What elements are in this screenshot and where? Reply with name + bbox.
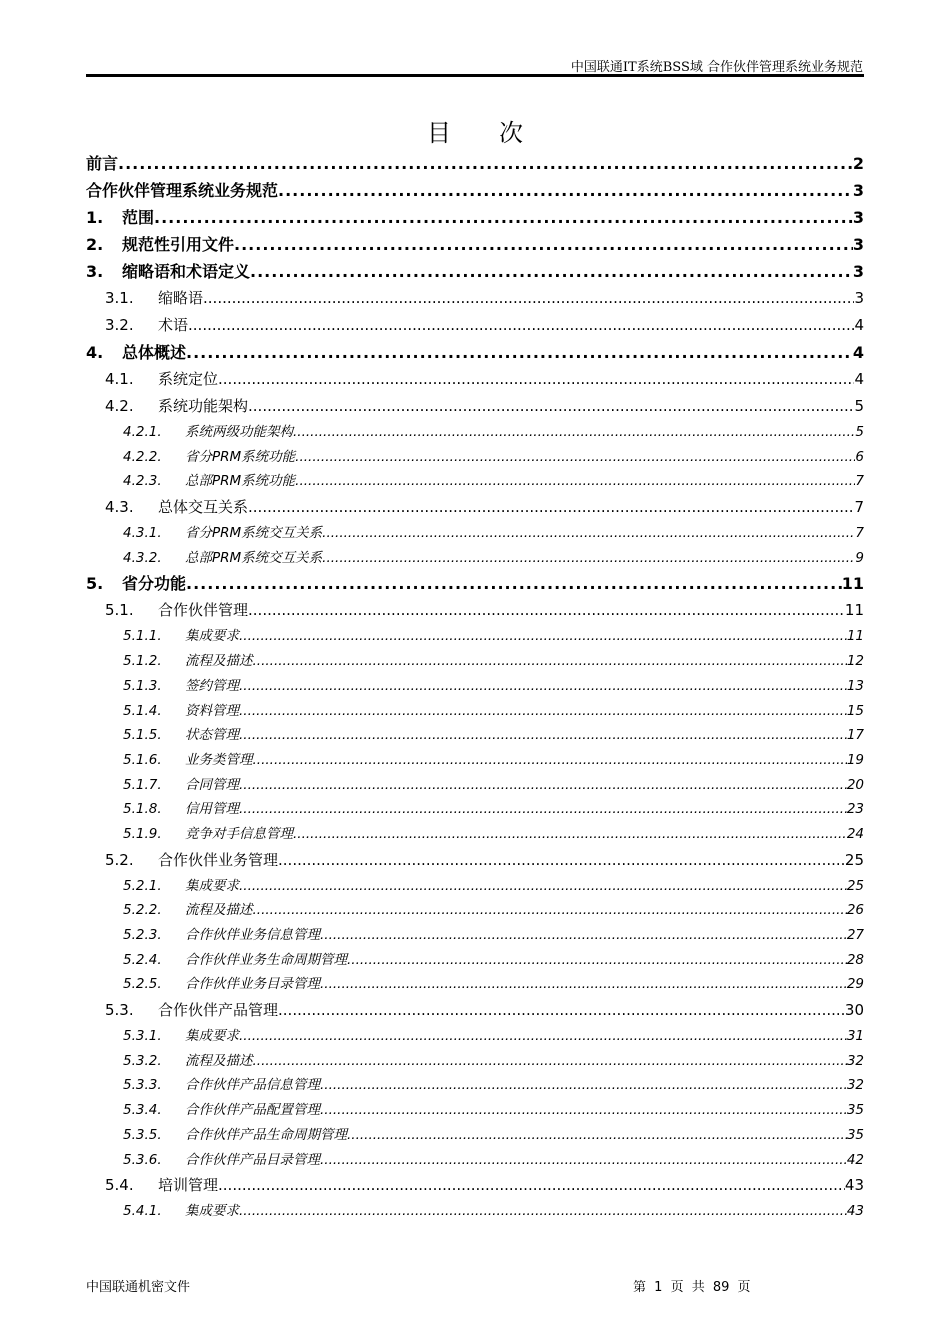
toc-entry[interactable] [86,312,864,339]
toc-entry-label: 省分功能 [122,574,187,594]
toc-entry-label: 合作伙伴业务信息管理 [185,927,320,943]
toc-entry-number: 4.2.2. [123,448,162,465]
toc-entry[interactable] [86,393,864,420]
toc-dot-leader [347,948,847,973]
toc-entry[interactable] [86,445,864,470]
toc-entry-page: 35 [846,1102,864,1119]
toc-dot-leader [248,597,845,624]
toc-entry[interactable] [86,699,864,724]
toc-dot-leader [239,797,847,822]
toc-entry[interactable] [86,773,864,798]
toc-entry[interactable] [86,723,864,748]
toc-entry[interactable] [86,797,864,822]
toc-entry-page: 4 [854,370,864,388]
toc-entry-page: 25 [844,850,864,869]
footer-confidential-label: 中国联通机密文件 [86,1280,191,1295]
toc-entry-page: 17 [846,727,864,744]
toc-entry-number: 4. [86,343,104,362]
toc-entry-number: 5.2.1. [123,877,162,894]
toc-entry[interactable] [86,997,864,1024]
toc-entry-number: 5.1.7. [123,776,162,793]
page-mid: 页 共 [670,1280,705,1295]
toc-entry[interactable] [86,624,864,649]
page-suffix: 页 [737,1280,751,1295]
toc-entry-page: 5 [854,397,864,415]
toc-entry[interactable] [86,649,864,674]
toc-entry-label: 集成要求 [185,628,239,645]
toc-dot-leader [186,339,853,366]
toc-entry[interactable] [86,339,864,366]
toc-entry-number: 5.4.1. [123,1203,162,1220]
toc-entry-page: 32 [846,1077,864,1094]
toc-entry[interactable] [86,469,864,494]
toc-entry-label: 总部PRM系统功能 [185,473,296,490]
toc-dot-leader [295,469,855,494]
toc-entry-label: 合同管理 [185,776,239,793]
toc-entry[interactable] [86,748,864,773]
toc-entry-page: 24 [846,825,864,842]
toc-dot-leader [278,177,853,204]
toc-entry-label: 合作伙伴业务目录管理 [185,976,320,993]
toc-entry-label: 合作伙伴产品信息管理 [185,1077,320,1094]
header-rule [86,74,864,77]
toc-entry-number: 5.3.2. [123,1052,162,1069]
toc-entry-page: 23 [846,801,864,818]
toc-entry-page: 7 [855,473,864,490]
toc-dot-leader [248,393,854,420]
toc-entry-number: 5.2.5. [123,976,162,993]
toc-entry-number: 3.2. [105,316,134,334]
toc-dot-leader [218,1172,845,1199]
toc-entry[interactable] [86,177,864,204]
toc-entry[interactable] [86,822,864,847]
toc-entry-number: 4.2.3. [123,473,162,490]
toc-entry[interactable] [86,1024,864,1049]
toc-title: 目次 [427,119,571,147]
toc-entry-label: 系统功能架构 [158,397,249,415]
toc-dot-leader [154,204,853,231]
toc-entry[interactable] [86,597,864,624]
toc-entry-page: 11 [841,574,864,594]
toc-entry-label: 合作伙伴产品生命周期管理 [185,1126,347,1143]
toc-entry-label: 培训管理 [158,1176,219,1195]
toc-dot-leader [250,258,853,285]
toc-entry-label: 合作伙伴产品配置管理 [185,1102,320,1119]
footer-page-indicator [633,1276,751,1295]
toc-dot-leader [239,699,847,724]
toc-entry-label: 流程及描述 [185,902,253,919]
toc-entry[interactable] [86,420,864,445]
toc-entry-page: 5 [855,424,864,440]
toc-entry-page: 15 [846,702,864,719]
toc-entry-number: 4.3.2. [123,549,162,566]
toc-entry-page: 19 [846,751,864,768]
toc-entry-number: 5.1.8. [123,801,162,818]
toc-entry-page: 12 [846,653,864,670]
toc-entry-number: 5.2.3. [123,927,162,943]
toc-dot-leader [203,285,854,312]
toc-entry[interactable] [86,898,864,923]
toc-entry[interactable] [86,150,864,177]
toc-entry-page: 3 [852,262,864,281]
toc-entry-page: 6 [855,448,864,465]
toc-entry-label: 签约管理 [185,677,239,694]
toc-entry-label: 集成要求 [185,877,239,894]
toc-entry-label: 状态管理 [185,727,239,744]
toc-entry-page: 42 [846,1151,864,1168]
toc-dot-leader [239,674,847,699]
toc-entry[interactable] [86,948,864,973]
toc-entry-label: 集成要求 [185,1028,239,1045]
toc-entry-label: 总体交互关系 [158,498,249,517]
toc-entry-label: 信用管理 [185,801,239,818]
toc-entry[interactable] [86,1073,864,1098]
toc-entry-label: 总部PRM系统交互关系 [185,549,323,566]
page-total: 89 [712,1280,730,1295]
toc-dot-leader [218,366,854,393]
toc-entry[interactable] [86,231,864,258]
toc-entry-page: 13 [846,677,864,694]
toc-entry-page: 28 [846,951,864,968]
toc-entry-label: 系统定位 [158,370,219,388]
toc-dot-leader [320,972,847,997]
toc-entry-label: 合作伙伴管理 [158,601,249,620]
toc-entry-label: 总体概述 [122,343,187,362]
toc-dot-leader [320,1148,847,1173]
toc-entry-page: 2 [852,154,864,173]
toc-dot-leader [293,420,855,445]
toc-dot-leader [118,150,853,177]
toc-entry-number: 1. [86,208,104,227]
toc-entry-label: 省分PRM系统交互关系 [185,525,323,542]
toc-entry[interactable] [86,258,864,285]
toc-entry-number: 4.2. [105,397,134,415]
toc-dot-leader [293,822,847,847]
toc-entry-label: 流程及描述 [185,1052,253,1069]
toc-entry-number: 4.2.1. [123,424,162,440]
toc-entry[interactable] [86,521,864,546]
page-prefix: 第 [633,1280,647,1295]
toc-entry-page: 4 [854,316,864,334]
toc-entry-label: 术语 [158,316,189,334]
toc-dot-leader [239,723,847,748]
toc-entry-page: 3 [852,208,864,227]
toc-dot-leader [320,1073,847,1098]
toc-entry[interactable] [86,1049,864,1074]
toc-entry-number: 3.1. [105,289,134,307]
toc-dot-leader [278,847,845,874]
toc-entry[interactable] [86,366,864,393]
toc-entry-number: 5.3.1. [123,1028,162,1045]
toc-entry-number: 5.3. [105,1001,134,1020]
toc-entry-label: 竞争对手信息管理 [185,825,293,842]
toc-entry-label: 合作伙伴业务管理 [158,850,279,869]
toc-dot-leader [253,649,847,674]
toc-entry-number: 2. [86,235,104,254]
toc-dot-leader [347,1123,847,1148]
toc-dot-leader [322,521,855,546]
toc-entry-label: 缩略语和术语定义 [122,262,251,281]
toc-entry[interactable] [86,546,864,571]
toc-entry-label: 合作伙伴产品管理 [158,1001,279,1020]
toc-dot-leader [239,773,847,798]
toc-dot-leader [295,445,855,470]
toc-entry-number: 5.2.2. [123,902,162,919]
page-current: 1 [654,1280,663,1295]
toc-entry-page: 26 [846,902,864,919]
toc-dot-leader [253,1049,847,1074]
toc-entry-page: 11 [844,601,864,620]
toc-entry-label: 合作伙伴管理系统业务规范 [86,181,279,200]
toc-entry-page: 11 [846,628,864,645]
toc-entry-label: 前言 [86,154,119,173]
toc-entry-number: 5.1.5. [123,727,162,744]
toc-entry-label: 缩略语 [158,289,204,307]
toc-entry-label: 省分PRM系统功能 [185,448,296,465]
toc-entry-page: 43 [844,1176,864,1195]
toc-entry-label: 流程及描述 [185,653,253,670]
toc-entry-number: 4.3. [105,498,134,517]
toc-dot-leader [278,997,845,1024]
toc-entry-page: 7 [855,525,864,542]
toc-entry-label: 合作伙伴产品目录管理 [185,1151,320,1168]
toc-dot-leader [320,923,847,948]
toc-entry-label: 系统两级功能架构 [185,424,293,440]
toc-entry[interactable] [86,204,864,231]
toc-entry-label: 资料管理 [185,702,239,719]
toc-entry-number: 5.3.6. [123,1151,162,1168]
toc-entry-page: 31 [846,1028,864,1045]
toc-entry-label: 集成要求 [185,1203,239,1220]
toc-entry-page: 29 [846,976,864,993]
toc-entry-number: 5.2.4. [123,951,162,968]
toc-dot-leader [188,312,854,339]
toc-dot-leader [322,546,855,571]
toc-entry-number: 5.1.3. [123,677,162,694]
toc-entry-number: 4.1. [105,370,134,388]
toc-entry-page: 27 [846,927,864,943]
toc-entry-number: 5.3.3. [123,1077,162,1094]
toc-entry[interactable] [86,285,864,312]
toc-entry[interactable] [86,1098,864,1123]
toc-entry-page: 35 [846,1126,864,1143]
toc-entry-number: 5.1.6. [123,751,162,768]
toc-entry-page: 43 [846,1203,864,1220]
toc-entry-number: 4.3.1. [123,525,162,542]
toc-entry[interactable] [86,1199,864,1224]
toc-entry-number: 5.1.4. [123,702,162,719]
toc-entry-label: 业务类管理 [185,751,253,768]
toc-entry[interactable] [86,1148,864,1173]
toc-entry[interactable] [86,1123,864,1148]
toc-dot-leader [186,570,842,597]
toc-entry[interactable] [86,1172,864,1199]
toc-entry-page: 30 [844,1001,864,1020]
toc-entry-number: 5.1.1. [123,628,162,645]
toc-entry-number: 5.3.4. [123,1102,162,1119]
toc-entry-page: 4 [852,343,864,362]
toc-dot-leader [253,898,847,923]
toc-dot-leader [248,494,854,521]
toc-entry-number: 5.3.5. [123,1126,162,1143]
toc-entry-page: 32 [846,1052,864,1069]
toc-dot-leader [253,748,847,773]
toc-entry-label: 范围 [122,208,155,227]
toc-entry-number: 3. [86,262,104,281]
toc-dot-leader [239,1024,847,1049]
toc-entry[interactable] [86,570,864,597]
toc-entry[interactable] [86,972,864,997]
toc-entry-page: 25 [846,877,864,894]
toc-dot-leader [239,1199,847,1224]
toc-dot-leader [239,624,847,649]
toc-entry-label: 规范性引用文件 [122,235,235,254]
toc-dot-leader [239,874,847,899]
document-header: 中国联通IT系统BSS域 合作伙伴管理系统业务规范 [570,60,863,75]
toc-entry-number: 5.1.2. [123,653,162,670]
toc-entry-number: 5.1.9. [123,825,162,842]
toc-entry-page: 3 [854,289,864,307]
toc-entry-label: 合作伙伴业务生命周期管理 [185,951,347,968]
toc-entry[interactable] [86,674,864,699]
toc-dot-leader [234,231,853,258]
toc-entry-page: 3 [852,181,864,200]
toc-entry[interactable] [86,874,864,899]
toc-entry-page: 9 [855,549,864,566]
toc-entry[interactable] [86,923,864,948]
toc-entry-number: 5. [86,574,104,594]
toc-entry-number: 5.4. [105,1176,134,1195]
toc-entry-number: 5.1. [105,601,134,620]
toc-entry[interactable] [86,494,864,521]
toc-entry-page: 3 [852,235,864,254]
toc-entry[interactable] [86,847,864,874]
table-of-contents [86,150,864,1224]
toc-entry-number: 5.2. [105,850,134,869]
toc-entry-page: 20 [846,776,864,793]
toc-dot-leader [320,1098,847,1123]
toc-entry-page: 7 [854,498,864,517]
